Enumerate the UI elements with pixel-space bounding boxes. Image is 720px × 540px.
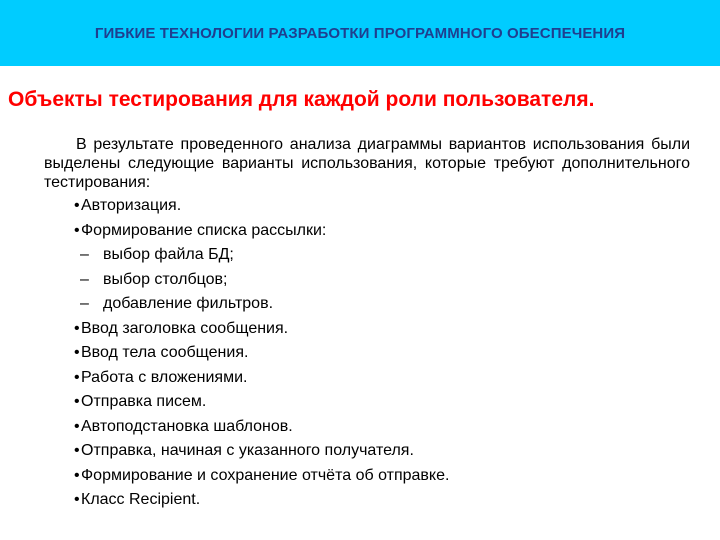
list-item [0, 196, 720, 218]
bullet-marker: • [74, 393, 80, 410]
list-item-text: Формирование списка рассылки: [81, 221, 327, 239]
dash-marker: – [80, 295, 89, 312]
list-item-text: Отправка писем. [81, 393, 207, 410]
list-item [0, 221, 720, 243]
list-item-text: Ввод тела сообщения. [81, 344, 249, 361]
dash-marker: – [80, 246, 89, 263]
list-item [0, 368, 720, 390]
slide-title: Объекты тестирования для каждой роли пользователя. [8, 88, 595, 111]
list-item-text: Автоподстановка шаблонов. [81, 417, 293, 435]
list-item [0, 490, 720, 512]
list-item-text: Класс Recipient. [81, 491, 201, 508]
list-item [0, 417, 720, 439]
bullet-marker: • [74, 197, 80, 214]
dash-marker: – [80, 270, 89, 288]
bullet-marker: • [74, 466, 80, 484]
list-item-text: Формирование и сохранение отчёта об отправке. [81, 466, 450, 484]
bullet-marker: • [74, 491, 80, 508]
list-item [0, 319, 720, 341]
bullet-marker: • [74, 442, 80, 459]
intro-paragraph: В результате проведенного анализа диаграммы вариантов использования были выделены следующие варианты использования, которые требуют дополнительного тестирования: [44, 136, 690, 191]
list-item-text: Ввод заголовка сообщения. [81, 319, 289, 337]
bullet-marker: • [74, 417, 80, 435]
list-item [0, 392, 720, 414]
bullet-marker: • [74, 319, 80, 337]
list-item-text: Работа с вложениями. [81, 368, 248, 386]
list-item [0, 441, 720, 463]
sub-list-item [0, 294, 720, 316]
sub-list-item [0, 245, 720, 267]
header-title: ГИБКИЕ ТЕХНОЛОГИИ РАЗРАБОТКИ ПРОГРАММНОГО ОБЕСПЕЧЕНИЯ [94, 24, 626, 42]
bullet-marker: • [74, 368, 80, 386]
list-item-text: Авторизация. [81, 197, 182, 214]
list-item-text: добавление фильтров. [103, 295, 274, 312]
list-item-text: Отправка, начиная с указанного получателя. [81, 442, 414, 459]
list-item [0, 466, 720, 488]
list-item-text: выбор файла БД; [103, 246, 234, 263]
bullet-marker: • [74, 344, 80, 361]
sub-list-item [0, 270, 720, 292]
header-band [0, 0, 720, 66]
list-item-text: выбор столбцов; [103, 270, 228, 288]
list-item [0, 343, 720, 365]
bullet-marker: • [74, 221, 80, 239]
